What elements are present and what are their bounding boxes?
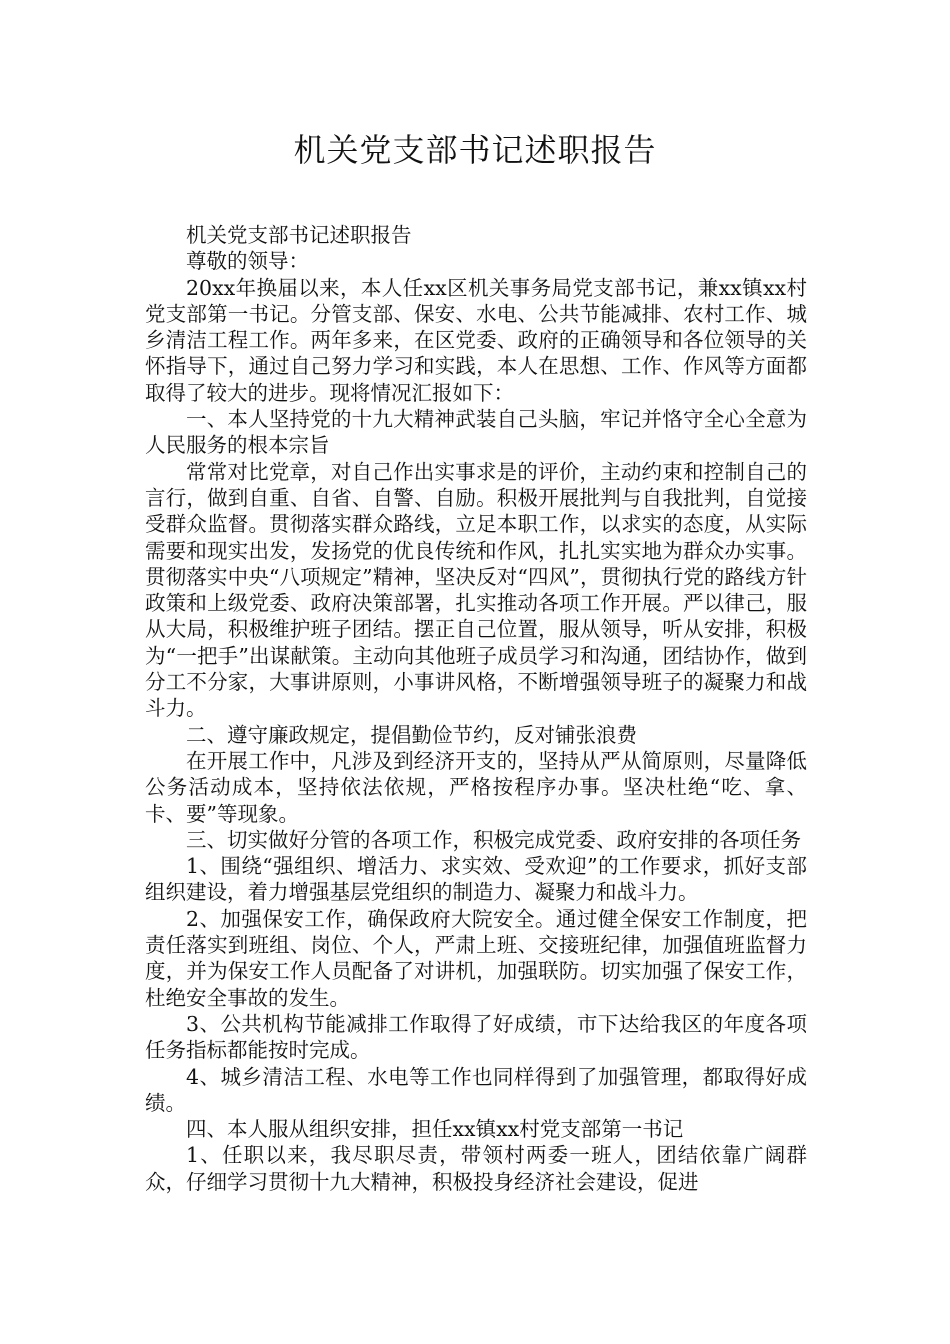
paragraph-intro: 20xx年换届以来，本人任xx区机关事务局党支部书记，兼xx镇xx村党支部第一书记。分管支部、保安、水电、公共节能减排、农村工作、城乡清洁工程工作。两年多来，在区党委、政府的正确领导和各位领导的关怀指导下，通过自己努力学习和实践，本人在思想、工作、作风等方面都取得了较大的进步。现将情况汇报如下： (145, 275, 807, 405)
paragraph-section-1: 常常对比党章，对自己作出实事求是的评价，主动约束和控制自己的言行，做到自重、自省、自警、自励。积极开展批判与自我批判，自觉接受群众监督。贯彻落实群众路线，立足本职工作，以求实的态度，从实际需要和现实出发，发扬党的优良传统和作风，扎扎实实地为群众办实事。贯彻落实中央“八项规定”精神，坚决反对“四风”，贯彻执行党的路线方针政策和上级党委、政府决策部署，扎实推动各项工作开展。严以律己，服从大局，积极维护班子团结。摆正自己位置，服从领导，听从安排，积极为“一把手”出谋献策。主动向其他班子成员学习和沟通，团结协作，做到分工不分家，大事讲原则，小事讲风格，不断增强领导班子的凝聚力和战斗力。 (145, 459, 807, 721)
paragraph-section-2: 在开展工作中，凡涉及到经济开支的，坚持从严从简原则，尽量降低公务活动成本，坚持依法依规，严格按程序办事。坚决杜绝“吃、拿、卡、要”等现象。 (145, 748, 807, 826)
section-heading-4: 四、本人服从组织安排，担任xx镇xx村党支部第一书记 (186, 1117, 684, 1142)
document-title: 机关党支部书记述职报告 (293, 131, 657, 169)
paragraph-item-3-1: 1、围绕“强组织、增活力、求实效、受欢迎”的工作要求，抓好支部组织建设，着力增强基层党组织的制造力、凝聚力和战斗力。 (145, 854, 807, 905)
section-heading-3: 三、切实做好分管的各项工作，积极完成党委、政府安排的各项任务 (186, 827, 801, 852)
section-heading-1: 一、本人坚持党的十九大精神武装自己头脑，牢记并恪守全心全意为人民服务的根本宗旨 (145, 407, 807, 458)
paragraph-item-4-1: 1、任职以来，我尽职尽责，带领村两委一班人，团结依靠广阔群众，仔细学习贯彻十九大精神，积极投身经济社会建设，促进 (145, 1143, 807, 1194)
paragraph-item-3-2: 2、加强保安工作，确保政府大院安全。通过健全保安工作制度，把责任落实到班组、岗位、个人，严肃上班、交接班纪律，加强值班监督力度，并为保安工作人员配备了对讲机，加强联防。切实加强了保安工作，杜绝安全事故的发生。 (145, 906, 807, 1010)
section-heading-2: 二、遵守廉政规定，提倡勤俭节约，反对铺张浪费 (186, 722, 637, 747)
paragraph-heading-repeat: 机关党支部书记述职报告 (186, 223, 412, 247)
paragraph-item-3-3: 3、公共机构节能减排工作取得了好成绩，市下达给我区的年度各项任务指标都能按时完成。 (145, 1011, 807, 1063)
paragraph-item-3-4: 4、城乡清洁工程、水电等工作也同样得到了加强管理，都取得好成绩。 (145, 1064, 807, 1115)
paragraph-salutation: 尊敬的领导： (186, 249, 309, 274)
document-body (145, 222, 807, 1195)
